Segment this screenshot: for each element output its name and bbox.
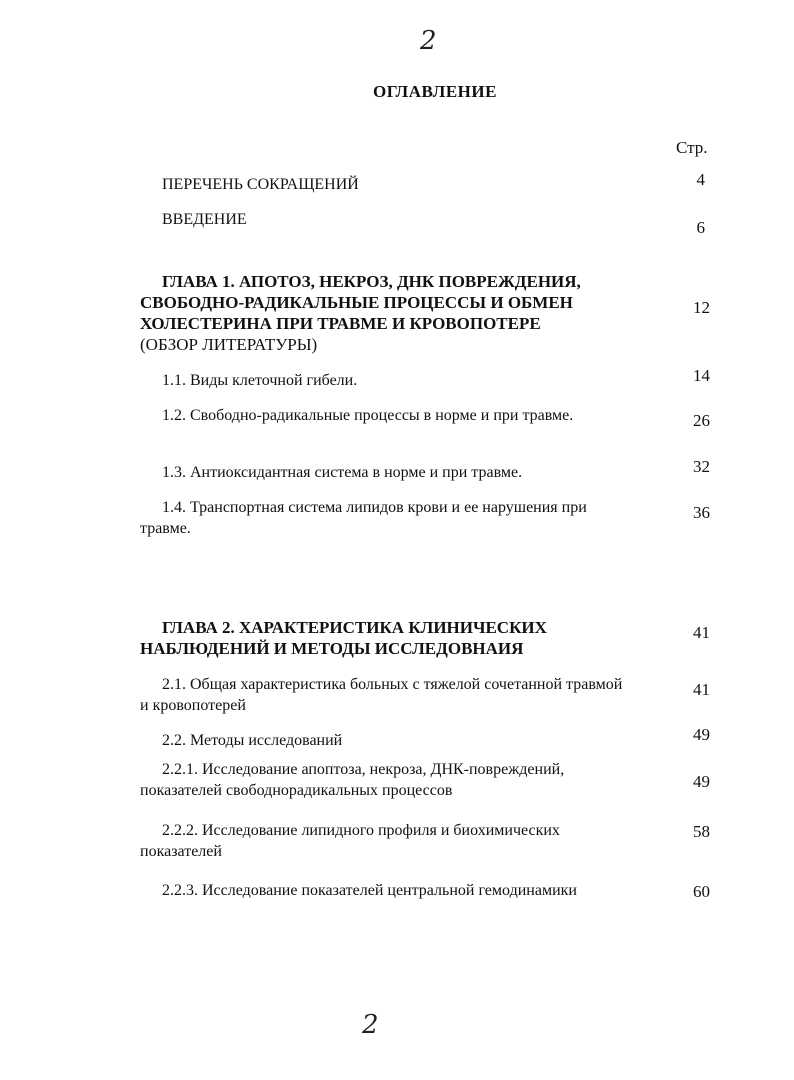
section-2-2-1[interactable]: [140, 759, 640, 801]
section-label: 2.2.2. Исследование липидного профиля и биохимических показателей: [140, 822, 560, 860]
section-2-2-2[interactable]: [140, 820, 640, 862]
handwritten-page-mark: 2: [420, 26, 437, 56]
section-2-1[interactable]: [140, 674, 630, 716]
toc-title: ОГЛАВЛЕНИЕ: [373, 82, 497, 101]
section-label: 2.2. Методы исследований: [162, 732, 343, 749]
section-1-2[interactable]: [140, 405, 630, 426]
section-label: 2.2.1. Исследование апоптоза, некроза, ДНК-повреждений, показателей свободнорадикальных процессов: [140, 761, 565, 799]
section-2-2[interactable]: [140, 730, 630, 751]
section-page: 14: [693, 366, 710, 385]
section-page: 49: [693, 725, 710, 744]
section-page: 60: [693, 882, 710, 901]
toc-entry-page: 6: [696, 218, 705, 237]
section-label: 1.2. Свободно-радикальные процессы в норме и при травме.: [162, 407, 574, 424]
chapter-2-title: ГЛАВА 2. ХАРАКТЕРИСТИКА КЛИНИЧЕСКИХ НАБЛЮДЕНИЙ И МЕТОДЫ ИССЛЕДОВНАИЯ: [140, 618, 547, 658]
section-page: 36: [693, 503, 710, 522]
toc-entry-abbreviations[interactable]: ПЕРЕЧЕНЬ СОКРАЩЕНИЙ: [162, 176, 359, 193]
section-label: 1.1. Виды клеточной гибели.: [162, 372, 358, 389]
section-1-1[interactable]: [140, 370, 630, 391]
section-page: 49: [693, 772, 710, 791]
toc-entry-page: 4: [696, 170, 705, 189]
chapter-1-title: ГЛАВА 1. АПОТОЗ, НЕКРОЗ, ДНК ПОВРЕЖДЕНИЯ, СВОБОДНО-РАДИКАЛЬНЫЕ ПРОЦЕССЫ И ОБМЕН ХОЛЕСТЕРИНА ПРИ ТРАВМЕ И КРОВОПОТЕРЕ: [140, 272, 581, 333]
section-label: 1.4. Транспортная система липидов крови и ее нарушения при травме.: [140, 499, 587, 537]
chapter-1-heading[interactable]: [140, 271, 630, 355]
chapter-2-page: 41: [693, 623, 710, 642]
section-1-4[interactable]: [140, 497, 630, 539]
section-label: 2.1. Общая характеристика больных с тяжелой сочетанной травмой и кровопотерей: [140, 676, 623, 714]
section-page: 58: [693, 822, 710, 841]
page-column-label: Стр.: [676, 138, 708, 157]
chapter-2-heading[interactable]: [140, 617, 610, 659]
section-1-3[interactable]: [140, 462, 640, 483]
handwritten-footer-page-number: 2: [362, 1010, 379, 1040]
section-page: 41: [693, 680, 710, 699]
chapter-1-subheading: (ОБЗОР ЛИТЕРАТУРЫ): [140, 335, 318, 354]
toc-entry-introduction[interactable]: ВВЕДЕНИЕ: [162, 211, 247, 228]
section-page: 32: [693, 457, 710, 476]
section-label: 2.2.3. Исследование показателей центральной гемодинамики: [162, 882, 577, 899]
chapter-1-page: 12: [693, 298, 710, 317]
section-label: 1.3. Антиоксидантная система в норме и при травме.: [162, 464, 523, 481]
section-2-2-3[interactable]: [140, 880, 660, 901]
section-page: 26: [693, 411, 710, 430]
